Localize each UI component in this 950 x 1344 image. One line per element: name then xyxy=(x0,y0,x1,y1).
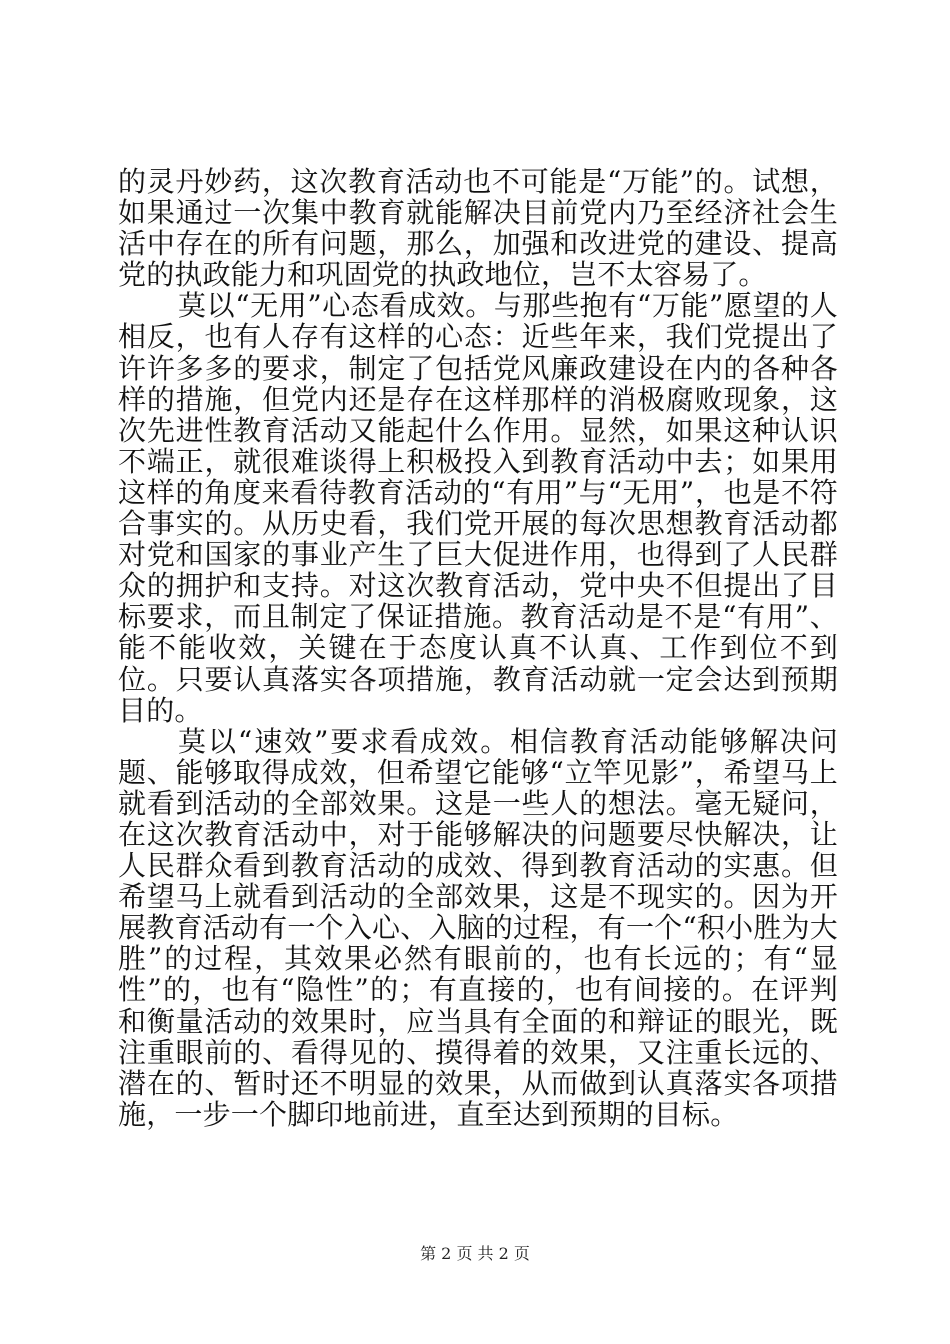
paragraph-continuation: 的灵丹妙药，这次教育活动也不可能是“万能”的。试想，如果通过一次集中教育就能解决目前党内乃至经济社会生活中存在的所有问题，那么，加强和改进党的建设、提高党的执政能力和巩固党的执政地位，岂不太容易了。 xyxy=(118,165,838,292)
document-body xyxy=(118,166,838,1130)
paragraph-quick-effect: 莫以“速效”要求看成效。相信教育活动能够解决问题、能够取得成效，但希望它能够“立竿见影”，希望马上就看到活动的全部效果。这是一些人的想法。毫无疑问，在这次教育活动中，对于能够解决的问题要尽快解决，让人民群众看到教育活动的成效、得到教育活动的实惠。但希望马上就看到活动的全部效果，这是不现实的。因为开展教育活动有一个入心、入脑的过程，有一个“积小胜为大胜”的过程，其效果必然有眼前的，也有长远的；有“显性”的，也有“隐性”的；有直接的，也有间接的。在评判和衡量活动的效果时，应当具有全面的和辩证的眼光，既注重眼前的、看得见的、摸得着的效果，又注重长远的、潜在的、暂时还不明显的效果，从而做到认真落实各项措施，一步一个脚印地前进，直至达到预期的目标。 xyxy=(118,724,838,1131)
page-footer xyxy=(0,1244,950,1264)
page-number-label: 第 2 页 共 2 页 xyxy=(420,1244,530,1263)
paragraph-useless-mindset: 莫以“无用”心态看成效。与那些抱有“万能”愿望的人相反，也有人存有这样的心态：近些年来，我们党提出了许许多多的要求，制定了包括党风廉政建设在内的各种各样的措施，但党内还是存在这样那样的消极腐败现象，这次先进性教育活动又能起什么作用。显然，如果这种认识不端正，就很难谈得上积极投入到教育活动中去；如果用这样的角度来看待教育活动的“有用”与“无用”，也是不符合事实的。从历史看，我们党开展的每次思想教育活动都对党和国家的事业产生了巨大促进作用，也得到了人民群众的拥护和支持。对这次教育活动，党中央不但提出了目标要求，而且制定了保证措施。教育活动是不是“有用”、能不能收效，关键在于态度认真不认真、工作到位不到位。只要认真落实各项措施，教育活动就一定会达到预期目的。 xyxy=(118,289,838,727)
